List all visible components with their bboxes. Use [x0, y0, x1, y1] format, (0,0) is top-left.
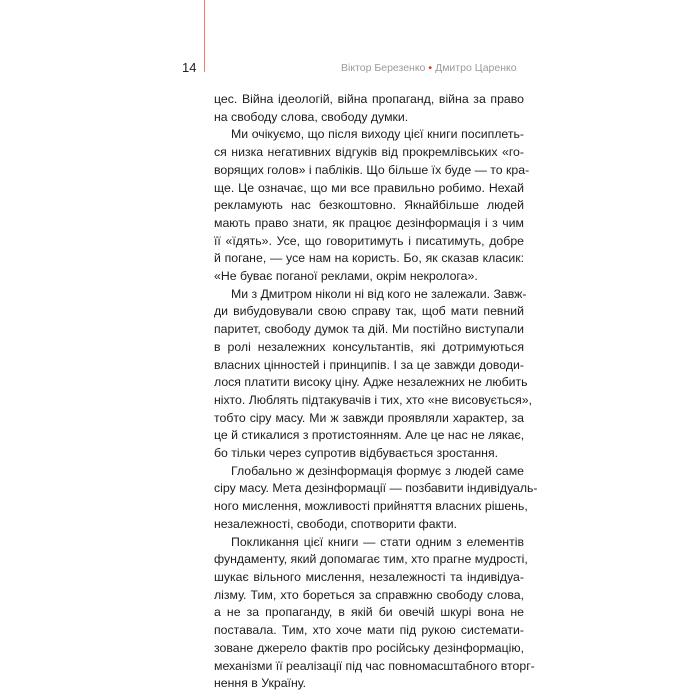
text-line: фундаменту, який допомагає тим, хто прагне мудрості,: [214, 552, 528, 567]
text-line: тобто сіру масу. Ми ж завжди проявляли характер, за: [214, 410, 524, 425]
text-line: це й стикалися з протистоянням. Але це нас не лякає,: [214, 428, 525, 443]
header-divider-line: [204, 0, 205, 72]
text-line: а не за пропаганду, в якій би овечій шкурі вона не: [214, 605, 524, 620]
text-line: рекламують нас безкоштовно. Якнайбільше людей: [214, 198, 524, 213]
text-line: її «їдять». Усе, що говоритимуть і писатимуть, добре: [214, 233, 524, 248]
text-line: на свободу слова, свободу думки.: [214, 109, 409, 124]
text-line: ди вибудовували свою справу так, щоб мати певний: [214, 304, 524, 319]
text-line: поставала. Тим, хто хоче мати під рукою системати-: [214, 623, 524, 638]
text-line: Глобально ж дезінформація формує з людей саме: [231, 463, 524, 478]
running-head-author-1: Віктор Березенко: [341, 62, 426, 74]
text-line: в ролі незалежних консультантів, які дотримуються: [214, 339, 524, 354]
text-line: сіру масу. Мета дезінформації — позбавити індивідуаль-: [214, 481, 538, 496]
running-head-author-2: Дмитро Царенко: [435, 62, 517, 74]
paragraph: [214, 91, 524, 126]
text-line: «Не буває поганої реклами, окрім некролога».: [214, 269, 478, 284]
text-line: бо тільки через супротив відбувається зростання.: [214, 446, 499, 461]
paragraph: [214, 463, 538, 534]
page-number: 14: [182, 60, 197, 75]
text-line: Ми з Дмитром ніколи ні від кого не залежали. Завж-: [231, 286, 527, 301]
text-line: лізму. Тим, хто бореться за справжню свободу слова,: [214, 587, 524, 602]
text-line: зоване джерело фактів про російську дезінформацію,: [214, 640, 524, 655]
body-text: [214, 91, 538, 693]
text-line: ніхто. Люблять підтакувачів і тих, хто «не висовується»,: [214, 392, 532, 407]
paragraph: [214, 286, 532, 463]
text-line: ще. Це означає, що ми все правильно робимо. Нехай: [214, 180, 524, 195]
text-line: власних цінностей і принципів. І за це завжди доводи-: [214, 357, 524, 372]
text-line: ся низка негативних відгуків від прокремлівських «го-: [214, 145, 524, 160]
text-line: мають право знати, як працює дезінформація і з чим: [214, 215, 524, 230]
text-line: й погане, — усе нам на користь. Бо, як сказав класик:: [214, 251, 524, 266]
text-line: Ми очікуємо, що після виходу цієї книги посиплеть-: [231, 127, 524, 142]
text-line: механізми її реалізації під час повномасштабного вторг-: [214, 658, 535, 673]
text-line: Покликання цієї книги — стати одним з елементів: [231, 534, 524, 549]
text-line: незалежності, свободи, спотворити факти.: [214, 516, 458, 531]
running-head: [341, 62, 517, 74]
text-line: шукає вільного мислення, незалежності та індивідуа-: [214, 569, 524, 584]
text-line: ного мислення, можливості прийняття власних рішень,: [214, 499, 528, 514]
text-line: ворящих голов» і пабліків. Що більше їх буде — то кра-: [214, 162, 530, 177]
paragraph: [214, 126, 530, 285]
text-line: нення в Україну.: [214, 676, 307, 691]
text-line: цес. Війна ідеологій, війна пропаганд, війна за право: [214, 92, 524, 106]
text-line: паритет, свободу думок та дій. Ми постійно виступали: [214, 322, 524, 337]
paragraph: [214, 534, 535, 693]
text-line: лося платити високу ціну. Адже незалежних не любить: [214, 375, 528, 390]
running-head-separator: •: [428, 62, 433, 74]
